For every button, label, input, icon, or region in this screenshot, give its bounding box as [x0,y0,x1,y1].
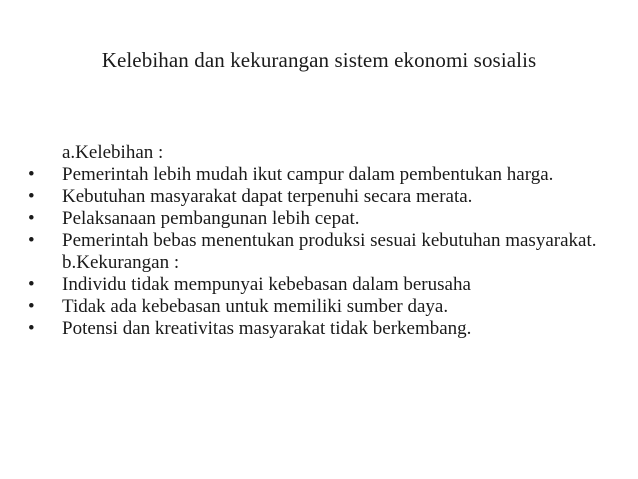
list-item [28,186,618,208]
list-item-text: Pelaksanaan pembangunan lebih cepat. [62,208,360,229]
kelebihan-heading: a.Kelebihan : [62,142,164,163]
list-item [28,230,618,252]
list-item [28,296,618,318]
bullet-icon: • [28,296,35,317]
slide-content [28,142,618,340]
list-item [28,208,618,230]
list-item-text: Individu tidak mempunyai kebebasan dalam berusaha [62,274,471,295]
list-item-text: Pemerintah bebas menentukan produksi sesuai kebutuhan masyarakat. [62,230,597,251]
list-item [28,164,618,186]
bullet-icon: • [28,186,35,207]
list-item-text: Kebutuhan masyarakat dapat terpenuhi secara merata. [62,186,473,207]
bullet-icon: • [28,318,35,339]
bullet-icon: • [28,230,35,251]
list-item [28,318,618,340]
bullet-icon: • [28,164,35,185]
slide-title: Kelebihan dan kekurangan sistem ekonomi sosialis [101,48,537,72]
kekurangan-heading: b.Kekurangan : [62,252,180,273]
bullet-icon: • [28,208,35,229]
list-item-text: Pemerintah lebih mudah ikut campur dalam pembentukan harga. [62,164,554,185]
bullet-icon: • [28,274,35,295]
list-item [28,274,618,296]
list-item-text: Tidak ada kebebasan untuk memiliki sumber daya. [62,296,449,317]
list-item-text: Potensi dan kreativitas masyarakat tidak berkembang. [62,318,472,339]
